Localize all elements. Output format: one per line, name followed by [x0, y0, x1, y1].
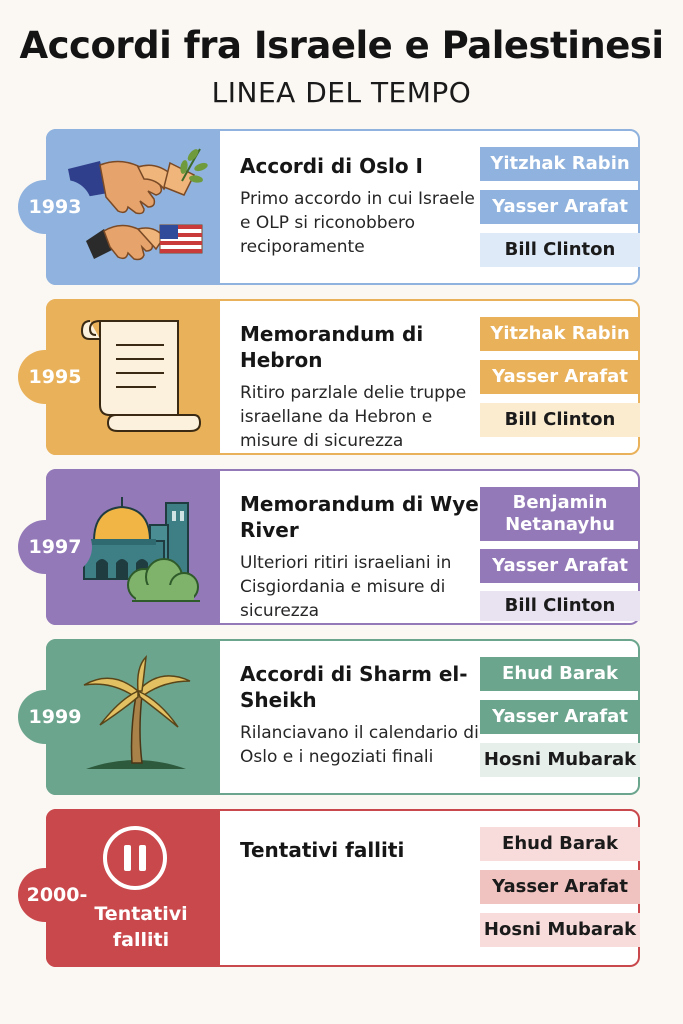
page-title: Accordi fra Israele e Palestinesi	[19, 24, 664, 67]
event-title: Memorandum di Hebron	[240, 322, 424, 372]
timeline-card-1993	[28, 129, 640, 285]
year-badge: 1993	[18, 180, 92, 234]
participant-tag: Bill Clinton	[480, 233, 640, 267]
page-subtitle: LINEA DEL TEMPO	[211, 76, 472, 109]
timeline-card-2000	[26, 809, 640, 967]
participant-tag: Yasser Arafat	[480, 549, 640, 583]
participant-tag: Hosni Mubarak	[480, 913, 640, 947]
participant-tag: Bill Clinton	[480, 403, 640, 437]
event-description: Rilanciavano il calendario di Oslo e i negoziati finali	[240, 723, 479, 767]
year-badge: 1995	[18, 350, 92, 404]
participant-tag: Yitzhak Rabin	[480, 317, 640, 351]
year-badge: 2000-	[18, 868, 96, 922]
participant-tag: Ehud Barak	[480, 827, 640, 861]
event-description: Ulteriori ritiri israeliani in Cisgiordania e misure di sicurezza	[240, 553, 452, 621]
year-badge: 1997	[18, 520, 92, 574]
participant-tag: Ehud Barak	[480, 657, 640, 691]
timeline-card-1999	[28, 639, 640, 795]
participant-tag: Yasser Arafat	[480, 360, 640, 394]
pause-icon	[100, 823, 170, 893]
event-title: Tentativi falliti	[240, 838, 405, 862]
event-title: Accordi di Sharm el-Sheikh	[240, 662, 468, 712]
participant-tag: Yitzhak Rabin	[480, 147, 640, 181]
timeline-card-1997	[28, 469, 640, 625]
side-label: Tentativi falliti	[94, 903, 188, 951]
event-description: Ritiro parzlale delie truppe israellane da Hebron e misure di sicurezza	[240, 383, 467, 451]
timeline-card-1995	[28, 299, 640, 455]
event-title: Accordi di Oslo I	[240, 154, 423, 178]
participant-tag: Yasser Arafat	[480, 700, 640, 734]
participant-tag: Yasser Arafat	[480, 190, 640, 224]
event-title: Memorandum di Wye River	[240, 492, 479, 542]
participant-tag: Hosni Mubarak	[480, 743, 640, 777]
participant-tag: Yasser Arafat	[480, 870, 640, 904]
event-description: Primo accordo in cui Israele e OLP si riconobbero reciporamente	[240, 189, 475, 257]
participant-tag: Benjamin Netanayhu	[480, 487, 640, 541]
participant-tag: Bill Clinton	[480, 591, 640, 621]
year-badge: 1999	[18, 690, 92, 744]
